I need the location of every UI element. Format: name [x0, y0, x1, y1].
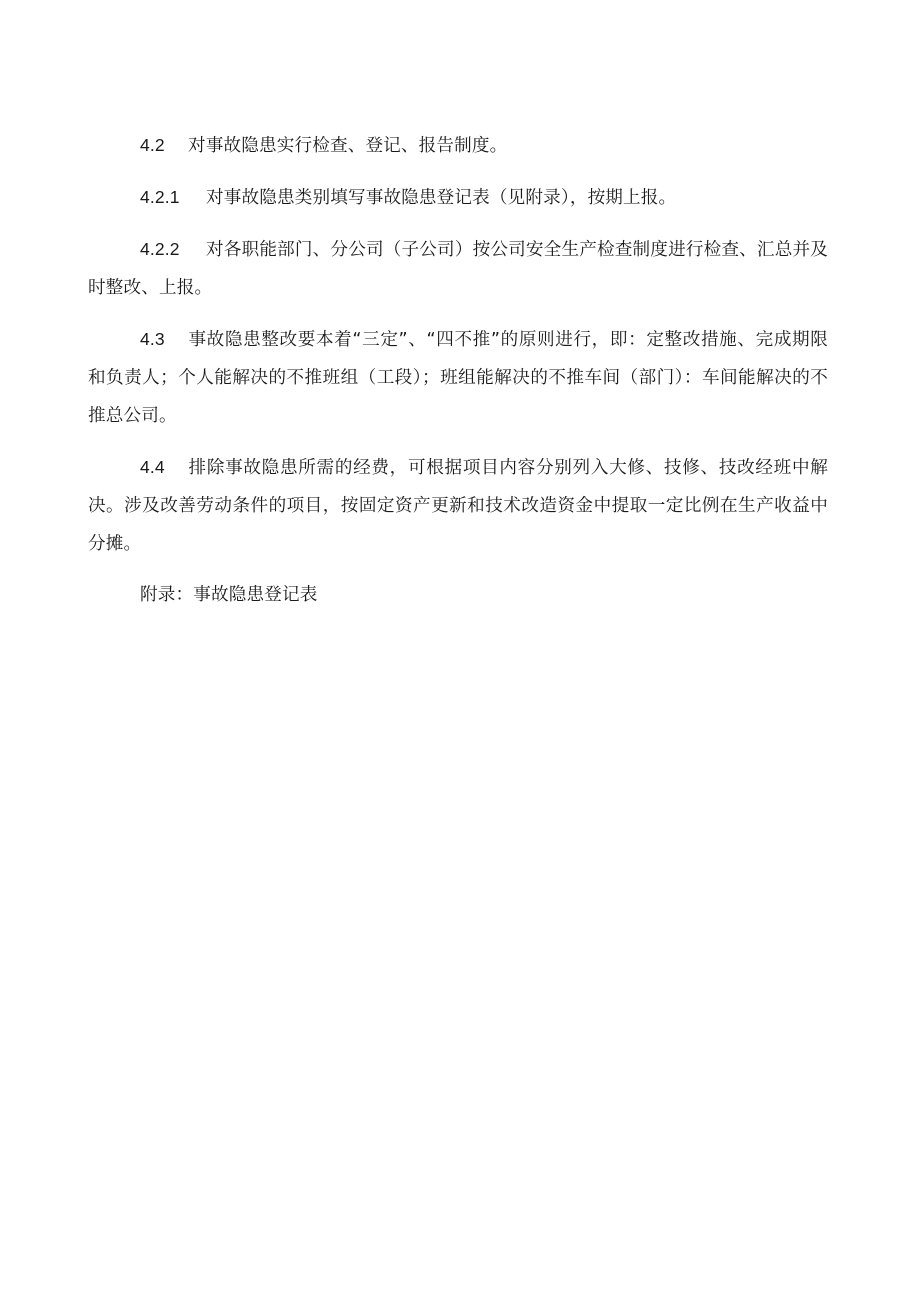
paragraph-4-2	[88, 126, 828, 165]
document-body	[88, 126, 828, 627]
paragraph-4-4	[88, 448, 828, 563]
paragraph-text: 事故隐患整改要本着“三定”、“四不推”的原则进行，即：定整改措施、完成期限和负责人；个人能解决的不推班组（工段）；班组能解决的不推车间（部门）：车间能解决的不推总公司。	[88, 330, 828, 426]
section-number: 4.2	[140, 135, 165, 155]
appendix-text: 附录：事故隐患登记表	[140, 585, 318, 605]
paragraph-4-2-2	[88, 230, 828, 307]
paragraph-text: 排除事故隐患所需的经费，可根据项目内容分别列入大修、技修、技改经班中解决。涉及改善劳动条件的项目，按固定资产更新和技术改造资金中提取一定比例在生产收益中分摊。	[88, 458, 828, 554]
paragraph-4-3	[88, 320, 828, 435]
section-number: 4.3	[140, 329, 165, 349]
section-number: 4.4	[140, 457, 165, 477]
paragraph-text: 对各职能部门、分公司（子公司）按公司安全生产检查制度进行检查、汇总并及时整改、上报。	[88, 240, 828, 298]
appendix-line	[88, 576, 828, 614]
section-number: 4.2.2	[140, 239, 180, 259]
paragraph-text: 对事故隐患类别填写事故隐患登记表（见附录），按期上报。	[206, 188, 677, 208]
section-number: 4.2.1	[140, 187, 180, 207]
paragraph-text: 对事故隐患实行检查、登记、报告制度。	[188, 136, 508, 156]
paragraph-4-2-1	[88, 178, 828, 217]
